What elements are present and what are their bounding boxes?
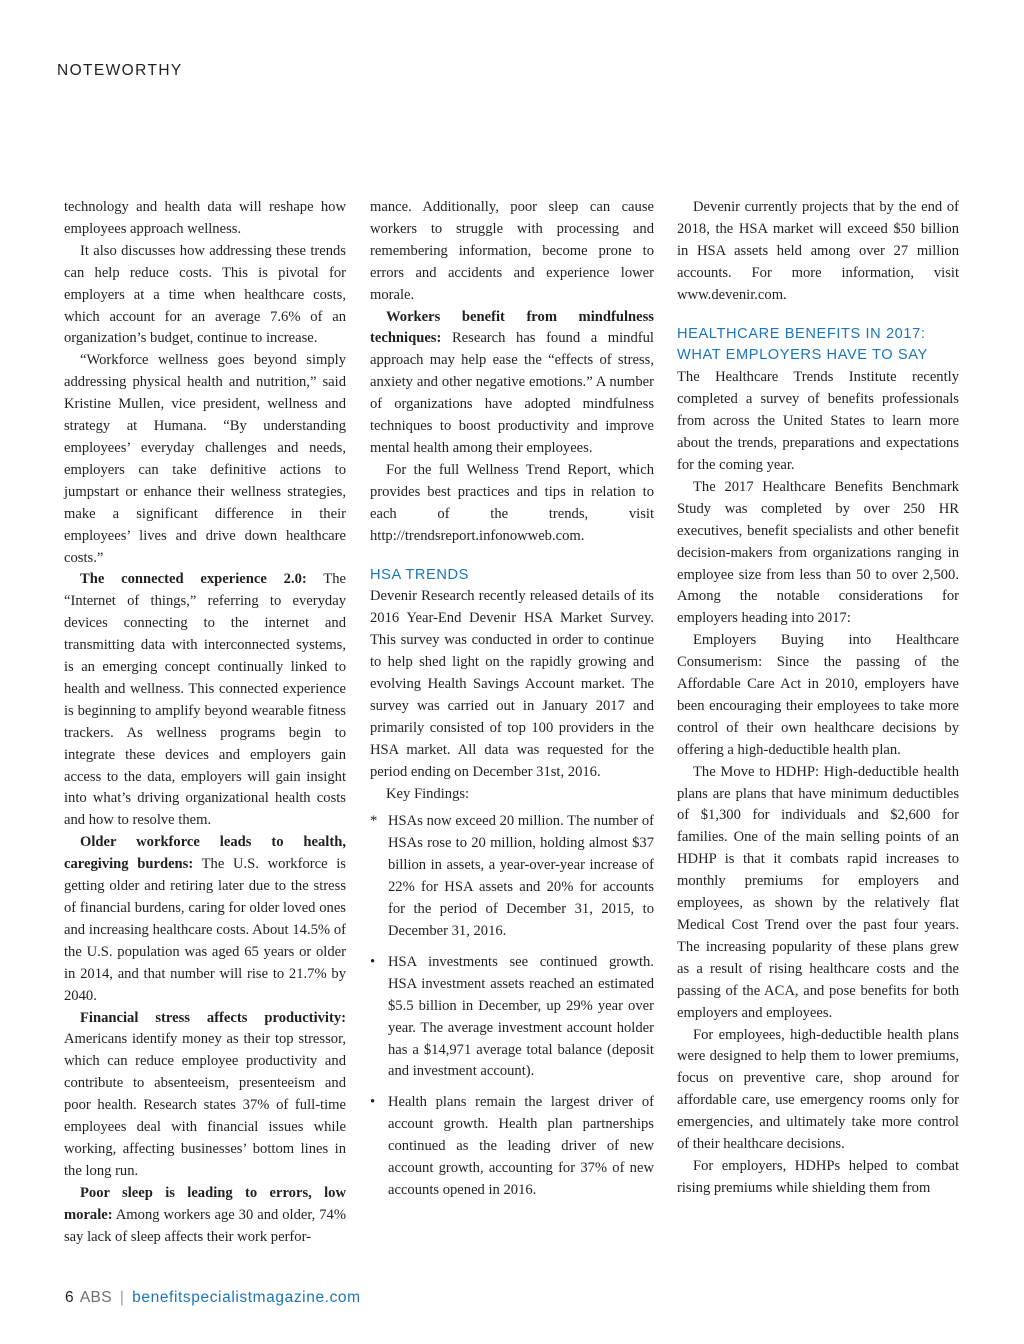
list-item xyxy=(370,811,654,942)
list-item-text: HSA investments see continued growth. HSA investment assets reached an estimated $5.5 billion in December, up 29% year over year. The average investment account holder has a $14,971 average total balance (deposit and investment account). xyxy=(388,953,654,1080)
paragraph-text: Americans identify money as their top stressor, which can reduce employee productivity and contribute to absenteeism, presenteeism and poor health. Research states 37% of full-time employees deal with financial issues while working, affecting businesses’ bottom lines in the long run. xyxy=(64,1031,346,1179)
article-column-1 xyxy=(64,197,346,1249)
paragraph-text: The U.S. workforce is getting older and retiring later due to the stress of financial burdens, caring for older loved ones and increasing healthcare costs. About 14.5% of the U.S. population was aged 65 years or older in 2014, and that number will rise to 21.7% by 2040. xyxy=(64,856,346,1004)
page-number: 6 xyxy=(65,1289,74,1306)
lead-in: Financial stress affects productivity: xyxy=(80,1009,346,1026)
article-column-2 xyxy=(370,197,654,1211)
website-url: benefitspecialistmagazine.com xyxy=(132,1289,361,1306)
paragraph: mance. Additionally, poor sleep can cause workers to struggle with processing and remembering information, become prone to errors and accidents and experience lower morale. xyxy=(370,199,654,303)
paragraph: The 2017 Healthcare Benefits Benchmark Study was completed by over 250 HR executives, benefit specialists and other benefit decision-makers from organizations ranging in employee size from less than 50 to over 2,500. Among the notable considerations for employers heading into 2017: xyxy=(677,478,959,627)
list-item xyxy=(370,1092,654,1202)
list-item xyxy=(370,952,654,1083)
key-findings-list xyxy=(370,811,654,1201)
lead-in: Workers benefit from mindfulness techniques: xyxy=(370,308,654,347)
paragraph-text: Research has found a mindful approach may help ease the “effects of stress, anxiety and other negative emotions.” A number of organizations have adopted mindfulness techniques to boost productivity and improve mental health among their employees. xyxy=(370,330,654,456)
paragraph xyxy=(64,832,346,1007)
lead-in: Poor sleep is leading to errors, low morale: xyxy=(64,1184,346,1223)
paragraph xyxy=(64,1008,346,1183)
paragraph: For the full Wellness Trend Report, which provides best practices and tips in relation to each of the trends, visit http://trendsreport.infonowweb.com. xyxy=(370,461,654,544)
page-footer xyxy=(65,1289,361,1307)
paragraph: Devenir Research recently released details of its 2016 Year-End Devenir HSA Market Survey. This survey was conducted in order to continue to help shed light on the rapidly growing and evolving Health Savings Account market. The survey was carried out in January 2017 and primarily consisted of top 100 providers in the HSA market. All data was requested for the period ending on December 31st, 2016. xyxy=(370,588,654,780)
section-label: NOTEWORTHY xyxy=(57,62,183,79)
paragraph: The Healthcare Trends Institute recently completed a survey of benefits professionals from across the United States to learn more about the trends, preparations and expectations for the coming year. xyxy=(677,369,959,473)
paragraph: Employers Buying into Healthcare Consumerism: Since the passing of the Affordable Care Act in 2010, employers have been encouraging their employees to take more control of their own healthcare decisions by offering a high-deductible health plan. xyxy=(677,632,959,758)
lead-in: The connected experience 2.0: xyxy=(80,571,307,588)
article-column-3 xyxy=(677,197,959,1200)
paragraph: For employees, high-deductible health plans were designed to help them to lower premiums, focus on preventive care, shop around for affordable care, use emergency rooms only for emergencies, and ultimately take more control of their healthcare decisions. xyxy=(677,1026,959,1153)
section-heading-healthcare-benefits xyxy=(677,324,959,368)
paragraph: Devenir currently projects that by the end of 2018, the HSA market will exceed $50 billion in HSA assets held among over 27 million accounts. For more information, visit www.devenir.com. xyxy=(677,199,959,303)
paragraph xyxy=(370,307,654,460)
heading-line: HEALTHCARE BENEFITS IN 2017: xyxy=(677,325,926,342)
bullet-marker: • xyxy=(370,1094,376,1111)
paragraph-text: The “Internet of things,” referring to everyday devices connecting to the internet and transmitting data with interconnected systems, is an emerging concept continually linked to health and wellness. This connected experience is beginning to amplify beyond wearable fitness trackers. As wellness programs begin to integrate these devices and employers gain access to the data, employers will gain insight into what’s driving organizational health costs and how to resolve them. xyxy=(64,571,346,829)
paragraph: technology and health data will reshape how employees approach wellness. xyxy=(64,199,346,237)
publication-name: ABS xyxy=(79,1289,112,1306)
paragraph: Key Findings: xyxy=(386,785,470,802)
heading-line: WHAT EMPLOYERS HAVE TO SAY xyxy=(677,347,928,364)
paragraph: The Move to HDHP: High-deductible health plans are plans that have minimum deductibles of $1,300 for individuals and $2,600 for families. One of the main selling points of an HDHP is that it combats rapid increases to monthly premiums for employers and employees, as shown by the relatively flat Medical Cost Trend over the past four years. The increasing popularity of these plans grew as a result of rising healthcare costs and the passing of the ACA, and pose benefits for both employers and employees. xyxy=(677,763,959,1021)
paragraph-text: Among workers age 30 and older, 74% say lack of sleep affects their work perfor- xyxy=(64,1206,346,1245)
paragraph xyxy=(64,1183,346,1249)
section-heading-hsa-trends: HSA TRENDS xyxy=(370,566,469,583)
paragraph: For employers, HDHPs helped to combat rising premiums while shielding them from xyxy=(677,1157,959,1196)
bullet-marker: * xyxy=(370,813,378,830)
list-item-text: HSAs now exceed 20 million. The number of HSAs rose to 20 million, holding almost $37 billion in assets, a year-over-year increase of 22% for HSA assets and 20% for accounts for the period of December 31, 2015, to December 31, 2016. xyxy=(388,813,654,939)
footer-separator: | xyxy=(119,1289,125,1306)
bullet-marker: • xyxy=(370,953,376,970)
lead-in: Older workforce leads to health, caregiving burdens: xyxy=(64,834,346,873)
paragraph: “Workforce wellness goes beyond simply addressing physical health and nutrition,” said Kristine Mullen, vice president, wellness and strategy at Humana. “By understanding employees’ everyday challenges and needs, employers can take definitive actions to jumpstart or enhance their wellness strategies, make a significant difference in their employees’ lives and drive down healthcare costs.” xyxy=(64,352,346,566)
paragraph xyxy=(64,569,346,832)
paragraph: It also discusses how addressing these trends can help reduce costs. This is pivotal for employers at a time when healthcare costs, which account for an average 7.6% of an organization’s budget, continue to increase. xyxy=(64,242,346,347)
list-item-text: Health plans remain the largest driver of account growth. Health plan partnerships continued as the leading driver of new account growth, accounting for 37% of new accounts opened in 2016. xyxy=(388,1094,654,1198)
